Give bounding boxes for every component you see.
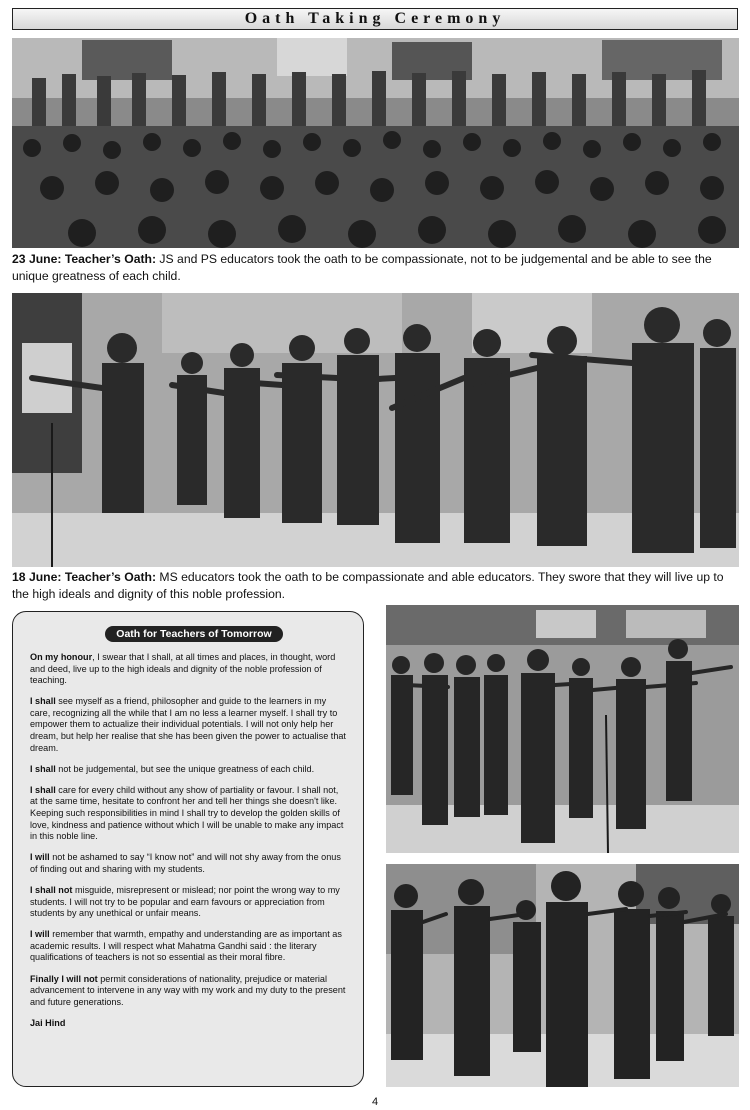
- caption-june-18: [12, 569, 740, 603]
- caption-june-18-date: 18 June: Teacher’s Oath:: [12, 570, 157, 584]
- page-title-bar: [12, 8, 738, 30]
- oath-closing: Jai Hind: [30, 1017, 66, 1028]
- oath-paragraph: [30, 764, 346, 776]
- oath-text: not be judgemental, but see the unique greatness of each child.: [55, 763, 315, 774]
- oath-box: [12, 611, 364, 1087]
- oath-paragraph: [30, 929, 346, 964]
- caption-june-23-date: 23 June: Teacher’s Oath:: [12, 252, 157, 266]
- page-number: 4: [371, 1096, 379, 1108]
- caption-june-23-text: JS and PS educators took the oath to be compassionate, not to be judgemental and be able to see the unique greatness of each child.: [12, 252, 712, 283]
- page-title: Oath Taking Ceremony: [244, 10, 506, 27]
- oath-paragraph: [30, 974, 346, 1009]
- oath-text: not be ashamed to say “I know not” and will not shy away from the onus of finding out and sharing with my students.: [30, 852, 341, 874]
- oath-text: misguide, misrepresent or mislead; nor point the wrong way to my students. I will not try to be popular and earn favours or appreciation from students by any unethical or unfair means.: [30, 885, 340, 919]
- oath-lead: I will: [30, 852, 50, 863]
- oath-lead: I shall not: [30, 885, 73, 895]
- oath-lead: I will: [30, 929, 50, 940]
- photo-outdoor-oath: [386, 864, 739, 1087]
- oath-lead: On my honour: [30, 652, 93, 662]
- photo-js-ps-oath: [12, 38, 739, 248]
- oath-paragraph: [30, 885, 346, 920]
- caption-june-23: [12, 251, 740, 285]
- oath-lead: I shall: [30, 696, 56, 707]
- oath-paragraph: [30, 652, 346, 687]
- oath-text: remember that warmth, empathy and understanding are as important as academic results. I will respect what Mahatma Gandhi said : the literary qualifications of teachers is not so essential as their moral fibre.: [30, 929, 342, 963]
- photo-corridor-oath: [386, 605, 739, 853]
- oath-title: Oath for Teachers of Tomorrow: [105, 626, 283, 642]
- photo-ms-oath: [12, 293, 739, 567]
- oath-lead: I shall: [30, 784, 56, 795]
- oath-paragraph: [30, 852, 346, 875]
- oath-text: care for every child without any show of partiality or favour. I shall not, at the same time, hesitate to confront her and tell her things she doesn't like. Keeping such responsibilities in mind I shall try to develop the golden skills of love, kindness and patience without which I will be unable to make any impact in this noble line.: [30, 784, 344, 842]
- caption-june-18-text: MS educators took the oath to be compassionate and able educators. They swore that they will live up to the high ideals and dignity of this noble profession.: [12, 570, 724, 601]
- oath-text: permit considerations of nationality, prejudice or material advancement to intervene in any way with my work and my duty to the present and future generations.: [30, 973, 346, 1007]
- oath-lead: Finally I will not: [30, 973, 98, 984]
- oath-text: , I swear that I shall, at all times and places, in thought, word and deed, live up to the high ideals and dignity of the noble profession of teaching.: [30, 652, 336, 686]
- oath-text: see myself as a friend, philosopher and guide to the learners in my care, recognizing all the while that I am no less a learner myself. I shall try to empower them to actualize their individual potentials. I will not only help her dream, but help her realise that she has been given the power to actualise that dream.: [30, 696, 346, 753]
- oath-lead: I shall: [30, 763, 56, 774]
- oath-paragraph: [30, 696, 346, 754]
- oath-paragraph: [30, 785, 346, 843]
